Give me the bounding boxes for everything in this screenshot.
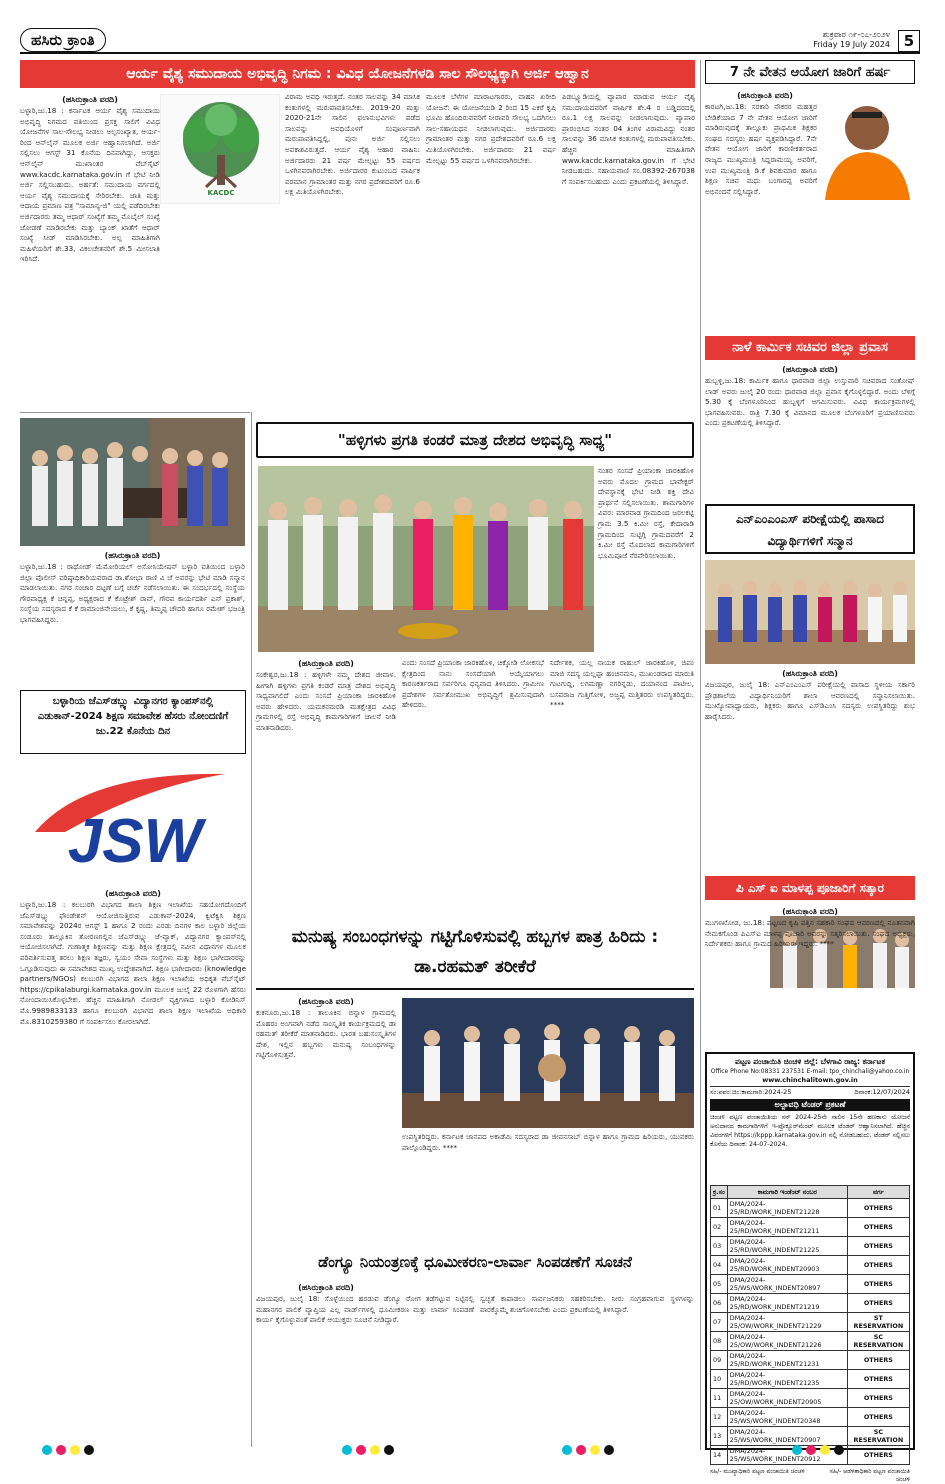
black-dot xyxy=(84,1445,94,1455)
table-cell: SC RESERVATION xyxy=(847,1332,909,1351)
table-cell: DMA/2024-25/OW/WORK_INDENT21226 xyxy=(727,1332,847,1351)
magenta-dot xyxy=(356,1445,366,1455)
sign-left: ಸಹಿ/- ಮುಖ್ಯಾಧಿಕಾರಿ ಪಟ್ಟಣ ಪಂಚಾಯಿತಿ ಚಿಂಚಳಿ xyxy=(710,1468,805,1475)
pay-body-bottom xyxy=(705,202,915,330)
cyan-dot xyxy=(342,1445,352,1455)
page-header xyxy=(20,28,920,54)
kacdc-logo xyxy=(160,94,280,204)
table-cell: DMA/2024-25/OW/WORK_INDENT21229 xyxy=(727,1313,847,1332)
table-cell: OTHERS xyxy=(847,1408,909,1427)
dengue-headline: ಡೆಂಗ್ಯೂ ನಿಯಂತ್ರಣಕ್ಕೆ ಧೂಮೀಕರಣ-ಲಾರ್ವಾ ಸಿಂಪಡಣೆಗೆ ಸೂಚನೆ xyxy=(318,1253,632,1271)
pay-dateline-wrap xyxy=(705,88,825,103)
nmms-body: ವಿಜಯಪುರ, ಜುಲೈ 18: ಎನ್‌ಎಂಎಂಎಸ್ ಪರೀಕ್ಷೆಯಲ್ಲಿ ಪಾಸಾದ ಸ್ಥಳೀಯ ಸರ್ಕಾರಿ ಪ್ರೌಢಶಾಲೆಯ ವಿದ್ಯಾರ್ಥಿನಿಯರಿಗೆ ಶಾಲಾ ಆವರಣದಲ್ಲಿ ಸನ್ಮಾನಿಸಲಾಯಿತು. ಮುಖ್ಯೋಪಾಧ್ಯಾಯರು, ಶಿಕ್ಷಕರು ಹಾಗೂ ಎಸ್‌ಡಿಎಂಸಿ ಸದಸ್ಯರು ಉಪಸ್ಥಿತರಿದ್ದು ಶುಭ ಹಾರೈಸಿದರು. xyxy=(705,680,915,721)
nmms-photo xyxy=(705,560,915,664)
dateline: (ಹಸಿರುಕ್ರಾಂತಿ ವರದಿ) xyxy=(737,91,793,100)
col-header: ಕಾಮಗಾರಿ ಇಂಡೆಂಟ್ ನಂಬರ xyxy=(727,1186,847,1199)
tender-body: ಚಿಂಚಳಿ ಪಟ್ಟಣ ಪಂಚಾಯಿತಿಯ ಸನ್ 2024-25ನೇ ಸಾಲಿನ 15ನೇ ಹಣಕಾಸು ಯೋಜನೆ ಅನುದಾನದ ಕಾಮಗಾರಿಗಳಿಗೆ ಇ-ಪ್ರೊಕ್ಯೂರ್‌ಮೆಂಟ್ ಮೂಲಕ ಟೆಂಡರ್ ಆಹ್ವಾನಿಸಲಾಗಿದೆ. ಹೆಚ್ಚಿನ ವಿವರಗಳಿಗೆ https://kppp.karnataka.gov.in ನಲ್ಲಿ ನೋಡಬಹುದು. ಟೆಂಡರ್ ಸಲ್ಲಿಸಲು ಕೊನೆಯ ದಿನಾಂಕ: 24-07-2024. xyxy=(710,1114,910,1148)
table-cell: OTHERS xyxy=(847,1275,909,1294)
minister-dateline-wrap xyxy=(705,362,915,377)
tender-ref xyxy=(710,1086,910,1097)
table-cell: OTHERS xyxy=(847,1256,909,1275)
table-cell: 03 xyxy=(711,1237,728,1256)
table-cell: DMA/2024-25/RD/WORK_INDENT21211 xyxy=(727,1218,847,1237)
aryavysya-col1: ಬಳ್ಳಾರಿ,ಜು.18 : ಕರ್ನಾಟಕ ಆರ್ಯ ವೈಶ್ಯ ಸಮುದಾಯ ಅಭಿವೃದ್ಧಿ ನಿಗಮದ ವತಿಯಿಂದ ಪ್ರಸಕ್ತ ಸಾಲಿಗೆ ವಿವಿಧ ಯೋಜನೆಗಳ ಸಾಲ-ಸೌಲಭ್ಯ ನೀಡಲು ಅಲ್ಪಸಂಖ್ಯಾತ, ಆರ್ಯ-ರಿಂದ ಆನ್‌ಲೈನ್ ಮೂಲಕ ಅರ್ಜಿ ಆಹ್ವಾನಿಸಲಾಗಿದೆ. ಅರ್ಜಿ ಸಲ್ಲಿಸಲು ಆಗಸ್ಟ್ 31 ಕೊನೆಯ ದಿನವಾಗಿದ್ದು, ಆಸಕ್ತರು ಆನ್‌ಲೈನ್ ಮುಖಾಂತರ ವೆಬ್‌ಸೈಟ್ www.kacdc.karnataka.gov.in ಗೆ ಭೇಟಿ ನೀಡಿ ಅರ್ಜಿ ಸಲ್ಲಿಸಬಹುದು. ಅರ್ಹತೆ: ಸಮುದಾಯ ವರ್ಗದಲ್ಲಿ ಆರ್ಯ ವೈಶ್ಯ ಸಮುದಾಯಕ್ಕೆ ಸೇರಿರಬೇಕು. ಜಾತಿ ಮತ್ತು ಆದಾಯ ಪ್ರಮಾಣ ಪತ್ರ "ಸಾಮಾನ್ಯ-ಜಿ" ಯಲ್ಲಿ ಪಡೆದಿರಬೇಕು ಅರ್ಜಿದಾರರು ತಮ್ಮ ಆಧಾರ್ ಸಂಖ್ಯೆಗೆ ತಮ್ಮ ಮೊಬೈಲ್ ಸಂಖ್ಯೆ ಜೋಡಣೆ ಮಾಡಿರಬೇಕು ಮತ್ತು ಬ್ಯಾಂಕ್ ಖಾತೆಗೆ ಆಧಾರ್ ಸಂಖ್ಯೆ ಸೀಡ್ ಮಾಡಿಸಿರಬೇಕು. ಅಲ್ಪ ಮಾಹಿತಿಗಾಗಿ ಮಹಿಳೆಯರಿಗೆ ಶೇ.33, ವಿಕಲಚೇತನರಿಗೆ ಶೇ.5 ಮೀಸಲಾತಿ ಇರಿಸಿದೆ. xyxy=(20,106,160,264)
table-cell: OTHERS xyxy=(847,1389,909,1408)
tender-notice xyxy=(705,1052,915,1483)
tender-rows xyxy=(711,1199,910,1465)
black-dot xyxy=(604,1445,614,1455)
table-cell: 06 xyxy=(711,1294,728,1313)
nmms-headline: ಎನ್‌ಎಂಎಂಎಸ್ ಪರೀಕ್ಷೆಯಲ್ಲಿ ಪಾಸಾದ ವಿದ್ಯಾರ್ಥಿಗಳಿಗೆ ಸನ್ಮಾನ xyxy=(705,504,915,554)
table-cell: OTHERS xyxy=(847,1199,909,1218)
dateline: (ಹಸಿರುಕ್ರಾಂತಿ ವರದಿ) xyxy=(782,669,838,678)
print-marks xyxy=(790,1440,846,1459)
print-marks xyxy=(40,1440,96,1459)
dengue-col2: ಸ್ವಚ್ಛತೆ ಕಾಪಾಡಲು ಸಾರ್ವಜನಿಕರು ಸಹಕರಿಸಬೇಕು. ನೀರು ಸಂಗ್ರಹವಾಗುವ ಸ್ಥಳಗಳನ್ನು ವಾರಕ್ಕೊಮ್ಮೆ ಶುಚಿಗೊಳಿಸಬೇಕು ಎಂದು ಪ್ರಕಟಣೆಯಲ್ಲಿ ತಿಳಿಸಿದ್ದಾರೆ. xyxy=(480,1294,694,1314)
villages-side: ನಂತರ ಸಂಸದೆ ಪ್ರಿಯಾಂಕಾ ಜಾರಕಿಹೊಳಿ ಅವರು ಮೊದಲ ಗ್ರಾಮದ ಭಾವೇಕ್ಟರ್ ದೇವಸ್ಥಾನಕ್ಕೆ ಭೇಟಿ ನೀಡಿ ಶಕ್ತಿ ದೇವಿ ಪ್ರಾರ್ಥನೆ ಸಲ್ಲಿಸಲಾಯಿತು. ಶಾಮಗಾರಿಗಳ ವಿವರ: ಮಾರವಾಡ ಗ್ರಾಮದಿಂದ ಜರಲಕಟ್ಟಿ ಗ್ರಾಮ 3.5 ಕಿ.ಮೀ ರಸ್ತೆ, ಕೇದಾರಾಡಿ ಗ್ರಾಮದಿಂದ ಸುಟ್ಟಿಗ್ಗಿ ಗ್ರಾಮದವರೆಗೆ 2 ಕಿ.ಮೀ ರಸ್ತೆ ಮೊದಲಾದ ಕಾಮಗಾರಿಗಳಿಗೆ ಭೂಮಿಪೂಜೆ ನೆರವೇರಿಸಲಾಯಿತು. xyxy=(598,466,694,560)
jsw-logo xyxy=(25,762,245,882)
cyan-dot xyxy=(562,1445,572,1455)
table-cell: 12 xyxy=(711,1408,728,1427)
portrait-photo xyxy=(820,90,915,200)
table-cell: 11 xyxy=(711,1389,728,1408)
jsw-body: ಬಳ್ಳಾರಿ,ಜು.18 : ಕಲಬುರಗಿ ವಿಭಾಗದ ಶಾಲಾ ಶಿಕ್ಷಣ ಇಲಾಖೆಯ ಸಹಯೋಗದೊಂದಿಗೆ ಜೆಎಸ್‌ಡಬ್ಲ್ಯು ಫೌಂಡೇಶನ್ ಆಯೋಜಿಸುತ್ತಿರುವ ಎಡುಕಾನ್-2024, ಕ್ವಿಟೆಕ್ವಿಸಿ ಶಿಕ್ಷಣ ಸಮಾವೇಶವನ್ನು 2024ರ ಆಗಸ್ಟ್ 1 ಹಾಗೂ 2 ರಂದು ಎರಡು ದಿನಗಳ ಕಾಲ ಬಳ್ಳಾರಿ ಜಿಲ್ಲೆಯ ಸಂಡೂರು ತಾಲ್ಲೂಕಿನ ತೋರಣಗಲ್ಲಿನ ಜೆಎಸ್‌ಡಬ್ಲ್ಯು ಜೆ-ವ್ಯಾಕ್, ವಿದ್ಯಾನಗರ ಕ್ಯಾಂಪಸ್‌ನಲ್ಲಿ ಆಯೋಜಿಸಲಾಗಿದೆ. ಗುಣಾತ್ಮಕ ಶಿಕ್ಷಣವನ್ನು ಮತ್ತು ಶಿಕ್ಷಣ ಕ್ಷೇತ್ರದಲ್ಲಿ ನವೀನ ವಿಧಾನಗಳ ಮೂಲಕ ಪರಿವರ್ತಿಸುವತ್ತ ತರಲು ಶಿಕ್ಷಣ ತಜ್ಞರು, ಸ್ವಯಂ ಸೇವಾ ಸಂಸ್ಥೆಗಳು ಮತ್ತು ಶಿಕ್ಷಣ ಭಾಗೀದಾರರನ್ನು ಒಗ್ಗೂಡಿಸುವುದು ಈ ಸಮಾವೇಶದ ಮುಖ್ಯ ಉದ್ದೇಶವಾಗಿದೆ. ಶಿಕ್ಷಣ ಭಾಗೀದಾರರು (knowledge partners/NGOs) ಕಲಬುರಗಿ ವಿಭಾಗದ ಶಾಲಾ ಶಿಕ್ಷಣ ಇಲಾಖೆಯ ಅಧಿಕೃತ ವೆಬ್‌ಸೈಟ್ https://cpikalaburgi.karnataka.gov.in ಮೂಲಕ ಜುಲೈ 22 ರೊಳಗಾಗಿ ಹೆಸರು ನೋಂದಾಯಿಸಿಕೊಳ್ಳಬೇಕು. ಹೆಚ್ಚಿನ ಮಾಹಿತಿಗಾಗಿ ನೋಡಲ್ ವ್ಯಕ್ತಿಗಳಾದ ಬಳ್ಳಾರಿ ಕೋಡಿನಿಸ್ ಮೊ.9989833133 ಹಾಗೂ ಕಲಬುರಗಿ ವಿಭಾಗದ ಶಾಲಾ ಶಿಕ್ಷಣ ಇಲಾಖೆಯ ಅಧಿಕಾರಿ ಮೊ.8310259380 ಗೆ ಸಂಪರ್ಕಿಸಲು ಕೋರಲಾಗಿದೆ. xyxy=(20,900,246,1026)
rathod-body: ಬಳ್ಳಾರಿ,ಜು.18 : ರಾಥೋಡ್ ಮೆಮೋರಿಯಲ್ ಅಸೋಸಿಯೇಷನ್ ಬಳ್ಳಾರಿ ವತಿಯಿಂದ ಬಳ್ಳಾರಿ ಜಿಲ್ಲಾ ಪೊಲೀಸ್ ವರಿಷ್ಠಾಧಿಕಾರಿಯವರಾದ ಡಾ.ಶೋಭಾ ರಾಣಿ ವಿ ಜೆ ಅವರನ್ನು ಭೇಟಿ ಮಾಡಿ ಸನ್ಮಾನ ಮಾಡಲಾಯಿತು. ನಗರ ಸಂಚಾರ ದಟ್ಟಣೆ ಬಗ್ಗೆ ಚರ್ಚೆ ನಡೆಸಲಾಯಿತು. ಈ ಸಂದರ್ಭದಲ್ಲಿ ಸಂಸ್ಥೆಯ ಗೌರವಾಧ್ಯಕ್ಷ ಕೆ ಚನ್ನಪ್ಪ, ಅಧ್ಯಕ್ಷರಾದ ಕೆ ಕೊಟ್ರೇಶ್ ರಾವ್, ಗೌರವ ಕಾರ್ಯದರ್ಶಿ ಎನ್ ಪ್ರಕಾಶ್, ಸಂಸ್ಥೆಯ ಸದಸ್ಯರಾದ ಕೆ ಕೆ ರಾಮಾಂಜಿನೇಯಲು, ಕೆ ಕೃಷ್ಣ, ತಿಮ್ಮಪ್ಪ ಚೌದರಿ ಹಾಗೂ ರಮೇಶ್ ಭಜಂತ್ರಿ ಭಾಗವಹಿಸಿದ್ದರು. xyxy=(20,562,245,624)
minister-body: ಹುಬ್ಬಳ್ಳಿ,ಜು.18: ಕಾರ್ಮಿಕ ಹಾಗೂ ಧಾರವಾಡ ಜಿಲ್ಲಾ ಉಸ್ತುವಾರಿ ಸಚಿವರಾದ ಸಂತೋಷ್ ಲಾಡ್ ಅವರು ಜುಲೈ 20 ರಂದು ಧಾರವಾಡ ಜಿಲ್ಲಾ ಪ್ರವಾಸ ಕೈಗೊಳ್ಳಲಿದ್ದಾರೆ. ಅಂದು ಬೆಳಿಗ್ಗೆ 5.30 ಕ್ಕೆ ಬೆಂಗಳೂರಿನಿಂದ ಹುಬ್ಬಳ್ಳಿಗೆ ಆಗಮಿಸುವರು. ವಿವಿಧ ಕಾರ್ಯಕ್ರಮಗಳಲ್ಲಿ ಭಾಗವಹಿಸುವರು. ರಾತ್ರಿ 7.30 ಕ್ಕೆ ವಿಮಾನದ ಮೂಲಕ ಬೆಂಗಳೂರಿಗೆ ಪ್ರಯಾಣಿಸುವರು ಎಂದು ಪ್ರಕಟಣೆಯಲ್ಲಿ ತಿಳಿಸಿದ್ದಾರೆ. xyxy=(705,376,915,428)
jsw-logo-mark xyxy=(25,762,245,882)
table-cell: DMA/2024-25/RD/WORK_INDENT21235 xyxy=(727,1370,847,1389)
black-dot xyxy=(834,1445,844,1455)
festivals-col2: ಉಪಸ್ಥಿತರಿದ್ದರು. ಕರ್ನಾಟಕ ಜಾನಪದ ಅಕಾಡೆಮಿ ಸದಸ್ಯರಾದ ಡಾ ಜೀವನಸಾಬ್ ಬಿನ್ನಾಳ ಹಾಗೂ ಗ್ರಾಮದ ಹಿರಿಯರು, ಯುವಕರು ಪಾಲ್ಗೊಂಡಿದ್ದರು. **** xyxy=(402,1132,694,1152)
table-cell: 10 xyxy=(711,1370,728,1389)
yellow-dot xyxy=(370,1445,380,1455)
dateline: (ಹಸಿರುಕ್ರಾಂತಿ ವರದಿ) xyxy=(298,997,354,1006)
tender-office: ಪಟ್ಟಣ ಪಂಚಾಯಿತಿ ಚಿಂಚಳಿ ಜಿಲ್ಲೆ: ಬೆಳಗಾವಿ ರಾಜ್ಯ: ಕರ್ನಾಟಕ xyxy=(735,1057,885,1066)
festivals-photo xyxy=(402,998,694,1128)
cyan-dot xyxy=(792,1445,802,1455)
magenta-dot xyxy=(576,1445,586,1455)
tender-contact: Office Phone No:08331 237531 E-mail: tpo_chinchali@yahoo.co.in xyxy=(710,1068,910,1075)
table-cell: ST RESERVATION xyxy=(847,1313,909,1332)
tender-web: www.chinchalitown.gov.in xyxy=(762,1076,858,1084)
magenta-dot xyxy=(56,1445,66,1455)
table-cell: 09 xyxy=(711,1351,728,1370)
aryavysya-col4: ಪಿಡಬ್ಲ್ಯೂಡಿಯಲ್ಲಿ ವ್ಯಾಪಾರ ಮಾಡುವ ಆರ್ಯ ವೈಶ್ಯ ಸಮುದಾಯದವರಿಗೆ ವಾರ್ಷಿಕ ಶೇ.4 ರ ಬಡ್ಡಿದರದಲ್ಲಿ ರೂ.1 ಲಕ್ಷ ಸಾಲವನ್ನು ನೀಡಲಾಗುವುದು. ವ್ಯಾಪಾರ ಪ್ರಾರಂಭಿಸಿದ ನಂತರ 04 ತಿಂಗಳ ವಿರಾಮವಿದ್ದು ನಂತರ ಸಾಲವನ್ನು 36 ಮಾಸಿಕ ಕಂತುಗಳಲ್ಲಿ ಮರುಪಾವತಿಸಬೇಕು. ಹೆಚ್ಚಿನ ಮಾಹಿತಿಗಾಗಿ www.kacdc.karnataka.gov.in ಗೆ ಭೇಟಿ ನೀಡಬಹುದು. ಸಹಾಯವಾಣಿ ಸಂ.08392-267038 ಗೆ ಸಂಪರ್ಕಿಸಬಹುದು ಎಂದು ಪ್ರಕಟಣೆಯಲ್ಲಿ ತಿಳಿಸಿದ್ದಾರೆ. xyxy=(562,92,695,186)
table-cell: DMA/2024-25/RD/WORK_INDENT20903 xyxy=(727,1256,847,1275)
tender-ref-date: ದಿನಾಂಕ:12/07/2024 xyxy=(854,1088,910,1096)
table-cell: DMA/2024-25/OW/WORK_INDENT20905 xyxy=(727,1389,847,1408)
sign-right: ಸಹಿ/- ಆಡಳಿತಾಧಿಕಾರಿ ಪಟ್ಟಣ ಪಂಚಾಯಿತಿ ಚಿಂಚಳಿ xyxy=(829,1468,910,1483)
festivals-col1: ಕುಕನೂರು,ಜು.18 : ತಾಲೂಕಿನ ಬಿನ್ನಾಳ ಗ್ರಾಮದಲ್ಲಿ ಮೊಹರಂ ಅಂಗವಾಗಿ ನಡೆದ ಸಾಂಸ್ಕೃತಿಕ ಕಾರ್ಯಕ್ರಮದಲ್ಲಿ ಡಾ ರಹಮತ್ ತರೀಕೆರೆ ಮಾತನಾಡಿದರು. ಭಾರತ ಬಹುಸಂಸ್ಕೃತಿಗಳ ದೇಶ, ಇಲ್ಲಿನ ಹಬ್ಬಗಳು ಮನುಷ್ಯ ಸಂಬಂಧಗಳನ್ನು ಗಟ್ಟಿಗೊಳಿಸುತ್ತವೆ. xyxy=(256,1008,396,1060)
column-rule xyxy=(251,412,252,1447)
table-cell: DMA/2024-25/RD/WORK_INDENT21219 xyxy=(727,1294,847,1313)
table-row xyxy=(711,1294,910,1313)
table-row xyxy=(711,1389,910,1408)
dateline: (ಹಸಿರುಕ್ರಾಂತಿ ವರದಿ) xyxy=(105,889,161,898)
pay-headline: 7 ನೇ ವೇತನ ಆಯೋಗ ಜಾರಿಗೆ ಹರ್ಷ xyxy=(705,60,915,84)
table-row xyxy=(711,1351,910,1370)
column-rule xyxy=(700,60,701,1450)
nmms-dateline-wrap xyxy=(705,666,915,681)
pay-body-top: ಕಾರಟಗಿ,ಜು.18: ಸರಕಾರಿ ನೌಕರರ ಮಹತ್ತರ ಬೇಡಿಕೆಯಾದ 7 ನೇ ವೇತನ ಆಯೋಗ ಜಾರಿಗೆ ಮಾಡಿರುವುದಕ್ಕೆ ತಾಲ್ಲೂಕು ಪ್ರಾಥಮಿಕ ಶಿಕ್ಷಕರ ಸಂಘದ ಸದಸ್ಯರು ಹರ್ಷ ವ್ಯಕ್ತಪಡಿಸಿದ್ದಾರೆ. 7ನೇ ವೇತನ ಆಯೋಗ ಜಾರಿಗೆ ಕಾರಣೀಕರ್ತರಾದ ರಾಜ್ಯದ ಮುಖ್ಯಮಂತ್ರಿ ಸಿದ್ದರಾಮಯ್ಯ ಅವರಿಗೆ, ಉಪ ಮುಖ್ಯಮಂತ್ರಿ ಡಿ.ಕೆ ಶಿವಕುಮಾರ ಹಾಗೂ ಶಿಕ್ಷಣ ಸಚಿವ ಮಧು ಬಂಗಾರಪ್ಪ ಅವರಿಗೆ ಅಭಿನಂದನೆ ಸಲ್ಲಿಸಿದ್ದಾರೆ. xyxy=(705,102,817,196)
tender-ref-no: ಸಂ:ಪಪಂ:ಚಿಂ:ಕಾಮಗಾರಿ:2024-25 xyxy=(710,1088,792,1096)
table-cell: DMA/2024-25/RD/WORK_INDENT21228 xyxy=(727,1199,847,1218)
psi-body: ಮುಗಳಖೋಡ, ಜು.18: ಪಟ್ಟಣದ ಕೃಷಿ ಪತ್ತಿನ ಸಹಕಾರಿ ಸಂಘದ ಆವರಣದಲ್ಲಿ ನೂತನವಾಗಿ ನೇಮಕಗೊಂಡ ಪಿಎಸ್‌ಐ ಮಾಳಪ್ಪ ಪೂಜಾರಿ ಅವರನ್ನು ಸತ್ಕರಿಸಲಾಯಿತು. ಸಂಘದ ಅಧ್ಯಕ್ಷರು, ನಿರ್ದೇಶಕರು ಹಾಗೂ ಗ್ರಾಮದ ಹಿರಿಯರು ಇದ್ದರು. **** xyxy=(705,918,915,949)
villages-col2: ಎಂದು ಸಂಸದೆ ಪ್ರಿಯಾಂಕಾ ಜಾರಕಿಹೊಳಿ, ಚಿಕ್ಕೋಡಿ ಲೋಕಸಭೆ ಕ್ಷೇತ್ರದಿಂದ ನಾನು ಸಂಸದೆಯಾಗಿ ಆಯ್ಕೆಯಾಗಲು ಕಾರಣಕರ್ತರಾದ ಸರ್ವರಿಗೂ ಧನ್ಯವಾದ ತಿಳಿಸಿದರು. ಗ್ರಾಮೀಣ ಪ್ರದೇಶಗಳ ಸರ್ವತೋಮುಖ ಅಭಿವೃದ್ಧಿಗೆ ಶ್ರಮಿಸುವುದಾಗಿ ಹೇಳಿದರು. xyxy=(402,658,544,710)
masthead: ಹಸಿರು ಕ್ರಾಂತಿ xyxy=(20,28,106,52)
table-row xyxy=(711,1275,910,1294)
dateline: (ಹಸಿರುಕ್ರಾಂತಿ ವರದಿ) xyxy=(782,907,838,916)
table-row xyxy=(711,1370,910,1389)
date-block xyxy=(813,30,890,50)
table-cell: 08 xyxy=(711,1332,728,1351)
table-cell: 02 xyxy=(711,1218,728,1237)
rathod-photo xyxy=(20,418,245,546)
festivals-headline: ಮನುಷ್ಯ ಸಂಬಂಧಗಳನ್ನು ಗಟ್ಟಿಗೊಳಿಸುವಲ್ಲಿ ಹಬ್ಬಗಳ ಪಾತ್ರ ಹಿರಿದು : ಡಾ.ರಹಮತ್ ತರೀಕೆರೆ xyxy=(256,922,694,990)
minister-headline: ನಾಳೆ ಕಾರ್ಮಿಕ ಸಚಿವರ ಜಿಲ್ಲಾ ಪ್ರವಾಸ xyxy=(705,336,915,360)
villages-dateline-wrap xyxy=(256,656,396,671)
cyan-dot xyxy=(42,1445,52,1455)
table-cell: DMA/2024-25/RD/WORK_INDENT21231 xyxy=(727,1351,847,1370)
date-english: Friday 19 July 2024 xyxy=(813,40,890,49)
table-cell: DMA/2024-25/WS/WORK_INDENT20907 xyxy=(727,1427,847,1446)
col-header: ವರ್ಗ xyxy=(847,1186,909,1199)
bhoomi-pooja-photo xyxy=(258,466,594,652)
jsw-dateline-wrap xyxy=(20,886,246,901)
aryavysya-col3: ಮೂಲಕ ಬೆಳೆಗಳ ಮಾರಾಟಗಾರರು, ವಾಹನ ಖರೀದಿ ಯೋಜನೆ: ಈ ಯೋಜನೆಯಡಿ 2 ರಿಂದ 15 ಎಕರೆ ಕೃಷಿ ಭೂಮಿ ಹೊಂದಿರುವವರಿಗೆ ನೀರಾವರಿ ಸೌಲಭ್ಯ ಒದಗಿಸಲು ಸಾಲ-ಸಹಾಯಧನ ನೀಡಲಾಗುವುದು. ಅರ್ಜಿದಾರರು ಗ್ರಾಮಾಂತರ ಮತ್ತು ನಗರ ಪ್ರದೇಶದವರಿಗೆ ರೂ.6 ಲಕ್ಷ ಮಿತಿಯೊಳಗಿರಬೇಕು. ಅರ್ಜಿದಾರರು 21 ವರ್ಷ ಮೇಲ್ಪಟ್ಟು 55 ವರ್ಷದ ಒಳಗಿನವರಾಗಿರಬೇಕು. xyxy=(426,92,556,165)
villages-col1: ಸಂಕೇಶ್ವರ,ಜು.18 : ಹಳ್ಳಿಗಳೇ ನಮ್ಮ ದೇಶದ ಜೀವಾಳ. ಹೀಗಾಗಿ ಹಳ್ಳಿಗಳು ಪ್ರಗತಿ ಕಂಡರೆ ಮಾತ್ರ ದೇಶದ ಅಭಿವೃದ್ಧಿ ಸಾಧ್ಯವಾಗಲಿದೆ ಎಂದು ಸಂಸದೆ ಪ್ರಿಯಾಂಕಾ ಜಾರಕಿಹೊಳಿ ಅವರು ಹೇಳಿದರು. ಯಮಕನಮರಡಿ ಮತಕ್ಷೇತ್ರದ ವಿವಿಧ ಗ್ರಾಮಗಳಲ್ಲಿ ರಸ್ತೆ ಅಭಿವೃದ್ಧಿ ಕಾಮಗಾರಿಗಳಿಗೆ ಚಾಲನೆ ನೀಡಿ ಮಾತನಾಡಿದರು. xyxy=(256,670,396,732)
divider xyxy=(20,412,250,413)
aryavysya-col2a xyxy=(160,208,280,408)
dateline: (ಹಸಿರುಕ್ರಾಂತಿ ವರದಿ) xyxy=(104,551,161,560)
jsw-logo-text: JSW xyxy=(67,807,203,876)
table-cell: DMA/2024-25/RD/WORK_INDENT21225 xyxy=(727,1237,847,1256)
jsw-headline: ಬಳ್ಳಾರಿಯ ಜೆಎಸ್‌ಡಬ್ಲ್ಯು ವಿದ್ಯಾನಗರ ಕ್ಯಾಂಪಸ್‌ನಲ್ಲಿ ಎಡುಕಾನ್-2024 ಶಿಕ್ಷಣ ಸಮಾವೇಶ ಹೆಸರು ನೋಂದಣಿಗೆ ಜು.22 ಕೊನೆಯ ದಿನ xyxy=(20,690,246,754)
table-cell: OTHERS xyxy=(847,1351,909,1370)
table-cell: 01 xyxy=(711,1199,728,1218)
tender-title: ಅಲ್ಪಾವಧಿ ಟೆಂಡರ್ ಪ್ರಕಟಣೆ xyxy=(710,1099,910,1111)
yellow-dot xyxy=(590,1445,600,1455)
dateline: (ಹಸಿರುಕ್ರಾಂತಿ ವರದಿ) xyxy=(298,659,354,668)
students-photo xyxy=(705,560,915,664)
dengue-col1: ವಿಜಯಪುರ, ಜುಲೈ 18: ಸೊಳ್ಳೆಯಿಂದ ಹರಡುವ ಡೆಂಗ್ಯೂ ರೋಗ ತಡೆಗಟ್ಟುವ ನಿಟ್ಟಿನಲ್ಲಿ ಮಹಾನಗರ ಪಾಲಿಕೆ ವ್ಯಾಪ್ತಿಯ ಎಲ್ಲ ವಾರ್ಡ್‌ಗಳಲ್ಲಿ ಧೂಮೀಕರಣ ಮತ್ತು ಲಾರ್ವಾ ಸಿಂಪಡಣೆ ಕಾರ್ಯ ಕೈಗೊಳ್ಳುವಂತೆ ಪಾಲಿಕೆ ಆಯುಕ್ತರು ಸೂಚನೆ ನೀಡಿದ್ದಾರೆ. xyxy=(256,1294,474,1325)
aryavysya-col2: ವಿರಾಮ ಅವಧಿ ಇರುತ್ತದೆ. ನಂತರ ಸಾಲವನ್ನು 34 ಮಾಸಿಕ ಕಂತುಗಳಲ್ಲಿ ಮರುಪಾವತಿಸಬೇಕು. 2019-20 ಮತ್ತು 2020-21ನೇ ಸಾಲಿನ ಫಲಾನುಭವಿಗಳು ಪಡೆದ ಸಾಲವನ್ನು ಅವಧಿಯೊಳಗೆ ಸಂಪೂರ್ಣವಾಗಿ ಮರುಪಾವತಿಸಿದ್ದಲ್ಲಿ, ಪುನಃ ಅರ್ಜಿ ಸಲ್ಲಿಸಲು ಅವಕಾಶವಿರುತ್ತದೆ. ಆರ್ಯ ವೈಶ್ಯ ಆಹಾರ ವಾಹಿನಿ: ಅರ್ಜಿದಾರರು 21 ವರ್ಷ ಮೇಲ್ಪಟ್ಟು 55 ವರ್ಷದ ಒಳಗಿನವರಾಗಿರಬೇಕು. ಅರ್ಜಿದಾರರ ಕುಟುಂಬದ ವಾರ್ಷಿಕ ವರಮಾನ ಗ್ರಾಮಾಂತರ ಮತ್ತು ನಗರ ಪ್ರದೇಶದವರಿಗೆ ರೂ.6 ಲಕ್ಷ ಮಿತಿಯೊಳಗಿರಬೇಕು. xyxy=(285,92,420,197)
table-cell: OTHERS xyxy=(847,1370,909,1389)
table-cell: SC RESERVATION xyxy=(847,1427,909,1446)
aryavysya-dateline xyxy=(20,92,160,107)
table-row xyxy=(711,1218,910,1237)
dateline: (ಹಸಿರುಕ್ರಾಂತಿ ವರದಿ) xyxy=(298,1283,354,1292)
print-marks xyxy=(340,1440,396,1459)
stage-photo xyxy=(402,998,694,1128)
table-row xyxy=(711,1332,910,1351)
print-marks xyxy=(560,1440,616,1459)
table-cell: 14 xyxy=(711,1446,728,1465)
table-cell: DMA/2024-25/WS/WORK_INDENT20912 xyxy=(727,1446,847,1465)
dateline: (ಹಸಿರುಕ್ರಾಂತಿ ವರದಿ) xyxy=(782,365,838,374)
tender-signatures xyxy=(710,1468,910,1484)
table-cell: OTHERS xyxy=(847,1294,909,1313)
yellow-dot xyxy=(820,1445,830,1455)
page-number: 5 xyxy=(898,30,920,52)
table-cell: OTHERS xyxy=(847,1218,909,1237)
magenta-dot xyxy=(806,1445,816,1455)
table-row xyxy=(711,1256,910,1275)
yellow-dot xyxy=(70,1445,80,1455)
table-row xyxy=(711,1199,910,1218)
table-cell: 13 xyxy=(711,1427,728,1446)
dateline: (ಹಸಿರುಕ್ರಾಂತಿ ವರದಿ) xyxy=(62,95,118,104)
table-cell: OTHERS xyxy=(847,1237,909,1256)
col-header: ಕ್ರ.ಸಂ xyxy=(711,1186,728,1199)
table-row xyxy=(711,1408,910,1427)
dengue-dateline-wrap xyxy=(256,1280,396,1295)
group-photo xyxy=(20,418,245,546)
table-row xyxy=(711,1313,910,1332)
table-cell: DMA/2024-25/WS/WORK_INDENT20897 xyxy=(727,1275,847,1294)
table-row xyxy=(711,1237,910,1256)
rathod-dateline-wrap xyxy=(20,548,245,563)
table-cell: 04 xyxy=(711,1256,728,1275)
table-header-row xyxy=(711,1186,910,1199)
table-cell: OTHERS xyxy=(847,1446,909,1465)
date-kannada: ಶುಕ್ರವಾರ ೧೯-೦೭-೨೦೨೪ xyxy=(822,30,890,39)
villages-photo xyxy=(258,466,594,652)
aryavysya-headline: ಆರ್ಯ ವೈಶ್ಯ ಸಮುದಾಯ ಅಭಿವೃದ್ಧಿ ನಿಗಮ : ವಿವಿಧ ಯೋಜನೆಗಳಡಿ ಸಾಲ ಸೌಲಭ್ಯಕ್ಕಾಗಿ ಅರ್ಜಿ ಆಹ್ವಾನ xyxy=(20,60,695,88)
table-cell: DMA/2024-25/WS/WORK_INDENT20348 xyxy=(727,1408,847,1427)
table-cell: 07 xyxy=(711,1313,728,1332)
festivals-dateline-wrap xyxy=(256,994,396,1009)
villages-headline: "ಹಳ್ಳಿಗಳು ಪ್ರಗತಿ ಕಂಡರೆ ಮಾತ್ರ ದೇಶದ ಅಭಿವೃದ್ಧಿ ಸಾಧ್ಯ" xyxy=(256,422,694,458)
tender-table xyxy=(710,1185,910,1465)
villages-col3: ನಿರ್ದೇಶಕ, ಯಲ್ಲ ನಾಯಕ ರಾಹುಲ್ ಜಾರಕಿಹೊಳಿ, ಜಿಪಂ ಮಾಜಿ ಸದಸ್ಯ ಯಲ್ಲಪ್ಪಾ ಹಂಚಿನಮನಿ, ಮುಖಂಡರಾದ ಮಾರುತಿ ಗುಟಗುದ್ದಿ, ಲಗಮಣ್ಣಾ ನಗರಿನ್ನಡು, ದಯಾನಂದ ಪಾಟೀಲ, ಬಸವರಾಜ ಗುತ್ತಿಗೋಳಿ, ಅಜ್ಜಪ್ಪ ಮತ್ತಿತರರು ಉಪಸ್ಥಿತರಿದ್ದರು. **** xyxy=(550,658,694,710)
logo-acronym: KACDC xyxy=(207,189,235,197)
psi-headline: ಪಿ ಎಸ್ ಐ ಮಾಳಪ್ಪ ಪೂಜಾರಿಗೆ ಸತ್ಕಾರ xyxy=(705,876,915,900)
black-dot xyxy=(384,1445,394,1455)
table-cell: 05 xyxy=(711,1275,728,1294)
pay-photo xyxy=(820,90,915,200)
